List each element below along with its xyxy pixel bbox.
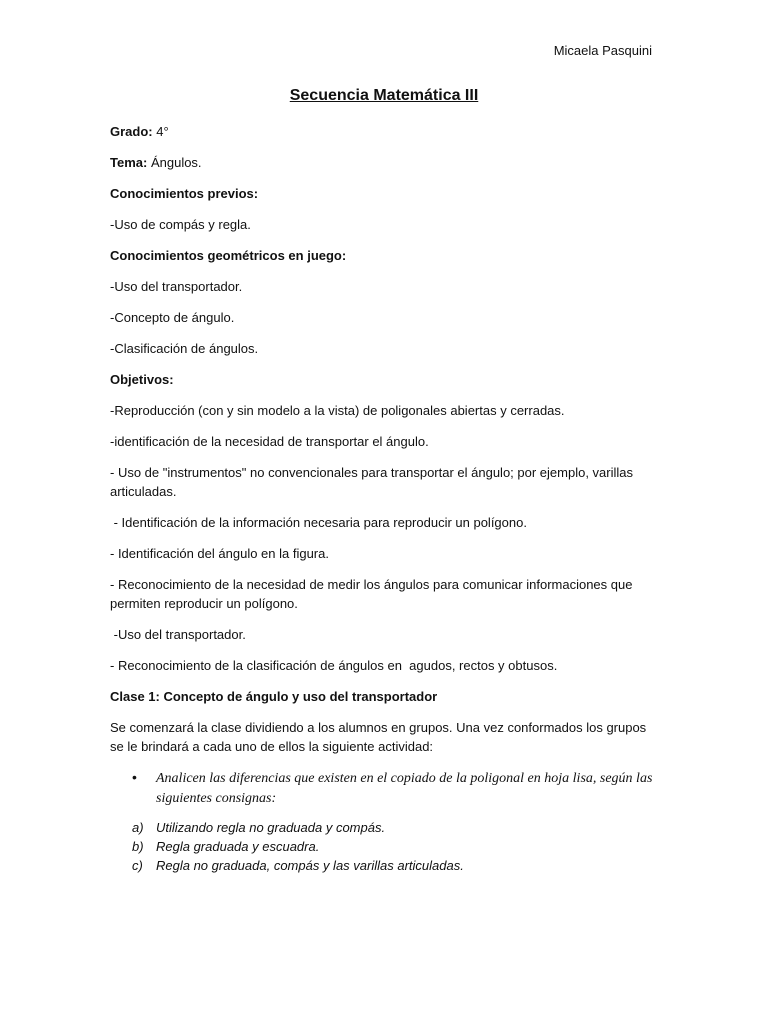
- objetivo-item: - Uso de "instrumentos" no convencionales para transportar el ángulo; por ejemplo, varillas articuladas.: [110, 465, 634, 499]
- clase1-heading: Clase 1: Concepto de ángulo y uso del transportador: [110, 689, 438, 704]
- document-title: Secuencia Matemática III: [289, 87, 479, 104]
- option-label: a): [132, 820, 144, 835]
- bullet-icon: •: [132, 769, 137, 785]
- conocimientos-geometricos-item: -Clasificación de ángulos.: [110, 341, 259, 356]
- objetivo-item: - Identificación de la información necesaria para reproducir un polígono.: [110, 515, 527, 530]
- conocimientos-geometricos-item: -Concepto de ángulo.: [110, 310, 235, 325]
- conocimientos-previos-heading: Conocimientos previos:: [110, 186, 259, 201]
- option-text: Regla graduada y escuadra.: [156, 839, 320, 854]
- grado-value: 4°: [156, 124, 169, 139]
- activity-option: [110, 856, 655, 875]
- objetivo-item: -identificación de la necesidad de transportar el ángulo.: [110, 434, 429, 449]
- objetivos-heading: Objetivos:: [110, 372, 174, 387]
- activity-option: [110, 818, 655, 837]
- option-text: Utilizando regla no graduada y compás.: [156, 820, 386, 835]
- grado-line: [110, 122, 655, 141]
- conocimientos-geometricos-item: -Uso del transportador.: [110, 279, 243, 294]
- document-body: [110, 122, 655, 875]
- activity-bullet: [110, 768, 655, 808]
- objetivo-item: - Reconocimiento de la clasificación de ángulos en agudos, rectos y obtusos.: [110, 658, 558, 673]
- conocimientos-geometricos-heading: Conocimientos geométricos en juego:: [110, 248, 347, 263]
- activity-options-list: [110, 818, 655, 875]
- objetivo-item: - Reconocimiento de la necesidad de medir los ángulos para comunicar informaciones que permiten reproducir un polígono.: [110, 577, 633, 611]
- option-label: b): [132, 839, 144, 854]
- tema-line: [110, 153, 655, 172]
- objetivo-item: -Reproducción (con y sin modelo a la vista) de poligonales abiertas y cerradas.: [110, 403, 565, 418]
- objetivo-item: -Uso del transportador.: [110, 627, 246, 642]
- option-text: Regla no graduada, compás y las varillas articuladas.: [156, 858, 464, 873]
- conocimientos-previos-item: -Uso de compás y regla.: [110, 217, 251, 232]
- clase1-intro: Se comenzará la clase dividiendo a los alumnos en grupos. Una vez conformados los grupos se le brindará a cada uno de ellos la siguiente actividad:: [110, 720, 647, 754]
- grado-label: Grado:: [110, 124, 153, 139]
- option-label: c): [132, 858, 143, 873]
- tema-label: Tema:: [110, 155, 148, 170]
- activity-option: [110, 837, 655, 856]
- activity-text: Analicen las diferencias que existen en el copiado de la poligonal en hoja lisa, según las siguientes consignas:: [156, 771, 653, 806]
- tema-value: Ángulos.: [150, 155, 202, 170]
- author-name: Micaela Pasquini: [553, 43, 652, 58]
- objetivo-item: - Identificación del ángulo en la figura.: [110, 546, 329, 561]
